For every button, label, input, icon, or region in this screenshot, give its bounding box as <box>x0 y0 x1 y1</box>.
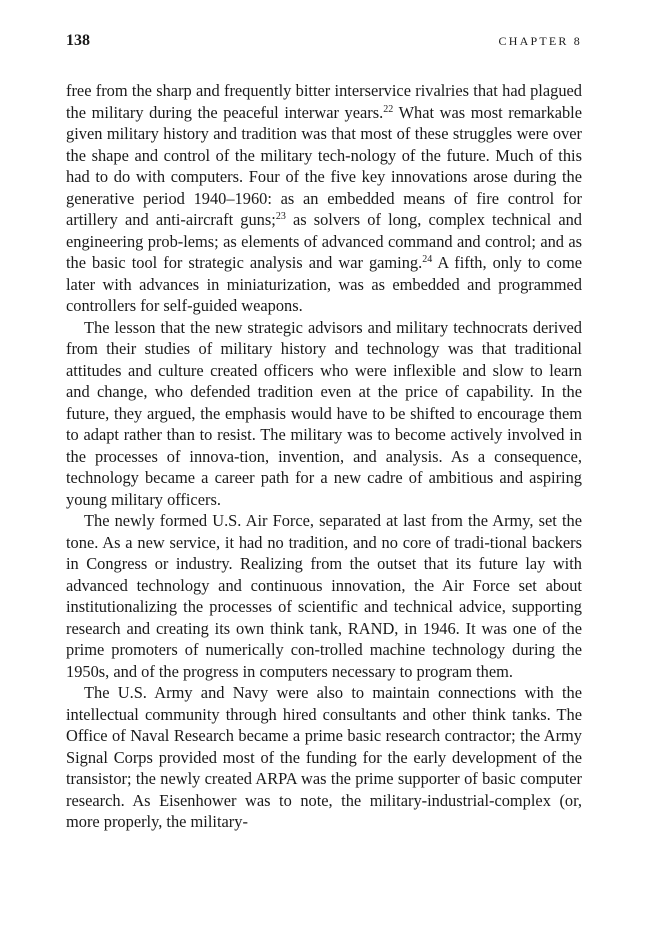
page-number: 138 <box>66 32 90 49</box>
book-page <box>66 30 582 833</box>
paragraph-text: The lesson that the new strategic advisors and military technocrats derived from their studies of military history and technology was that traditional attitudes and culture created officers who were inflexible and slow to learn and change, who defended tradition even at the price of capability. In the future, they argued, the emphasis would have to be shifted to encourage them to adapt rather than to resist. The military was to become actively involved in the processes of innova-tion, invention, and analysis. As a consequence, technology became a career path for a new cadre of ambitious and aspiring young military officers. <box>66 317 582 509</box>
paragraph-text: A fifth, only to come later with advances in miniaturization, was as embedded and programmed controllers for self-guided weapons. <box>66 253 582 315</box>
paragraph-text: free from the sharp and frequently bitter interservice rivalries that had plagued the military during the peaceful interwar years. <box>66 81 582 122</box>
footnote-ref: 24 <box>422 254 433 265</box>
running-head: CHAPTER 8 <box>498 34 582 48</box>
paragraph-text: The U.S. Army and Navy were also to maintain connections with the intellectual community through hired consultants and other think tanks. The Office of Naval Research became a prime basic research contractor; the Army Signal Corps provided most of the funding for the early development of the transistor; the newly created ARPA was the prime supporter of basic computer research. As Eisenhower was to note, the military-industrial-complex (or, more properly, the military- <box>66 683 582 831</box>
paragraph-text: as solvers of long, complex technical and engineering prob-lems; as elements of advanced command and control; and as the basic tool for strategic analysis and war gaming. <box>66 210 582 272</box>
paragraph-1 <box>66 80 582 317</box>
footnote-ref: 23 <box>275 211 286 222</box>
paragraph-text: The newly formed U.S. Air Force, separated at last from the Army, set the tone. As a new service, it had no tradition, and no core of tradi-tional backers in Congress or industry. Realizing from the outset that its future lay with advanced technology and continuous innovation, the Air Force set about institutionalizing the processes of scientific and technical advice, supporting research and creating its own think tank, RAND, in 1946. It was one of the prime promoters of numerically con-trolled machine technology during the 1950s, and of the progress in computers necessary to program them. <box>66 511 582 681</box>
paragraph-2 <box>66 317 582 511</box>
paragraph-4 <box>66 682 582 833</box>
footnote-ref: 22 <box>383 103 394 115</box>
body-text <box>66 80 582 833</box>
paragraph-text: What was most remarkable given military history and tradition was that most of these struggles were over the shape and control of the military tech-nology of the future. Much of this had to do with computers. Four of the five key innovations arose during the generative period 1940–1960: as an embedded means of fire control for artillery and anti-aircraft guns; <box>66 102 583 229</box>
paragraph-3 <box>66 510 582 682</box>
page-header <box>66 30 582 60</box>
